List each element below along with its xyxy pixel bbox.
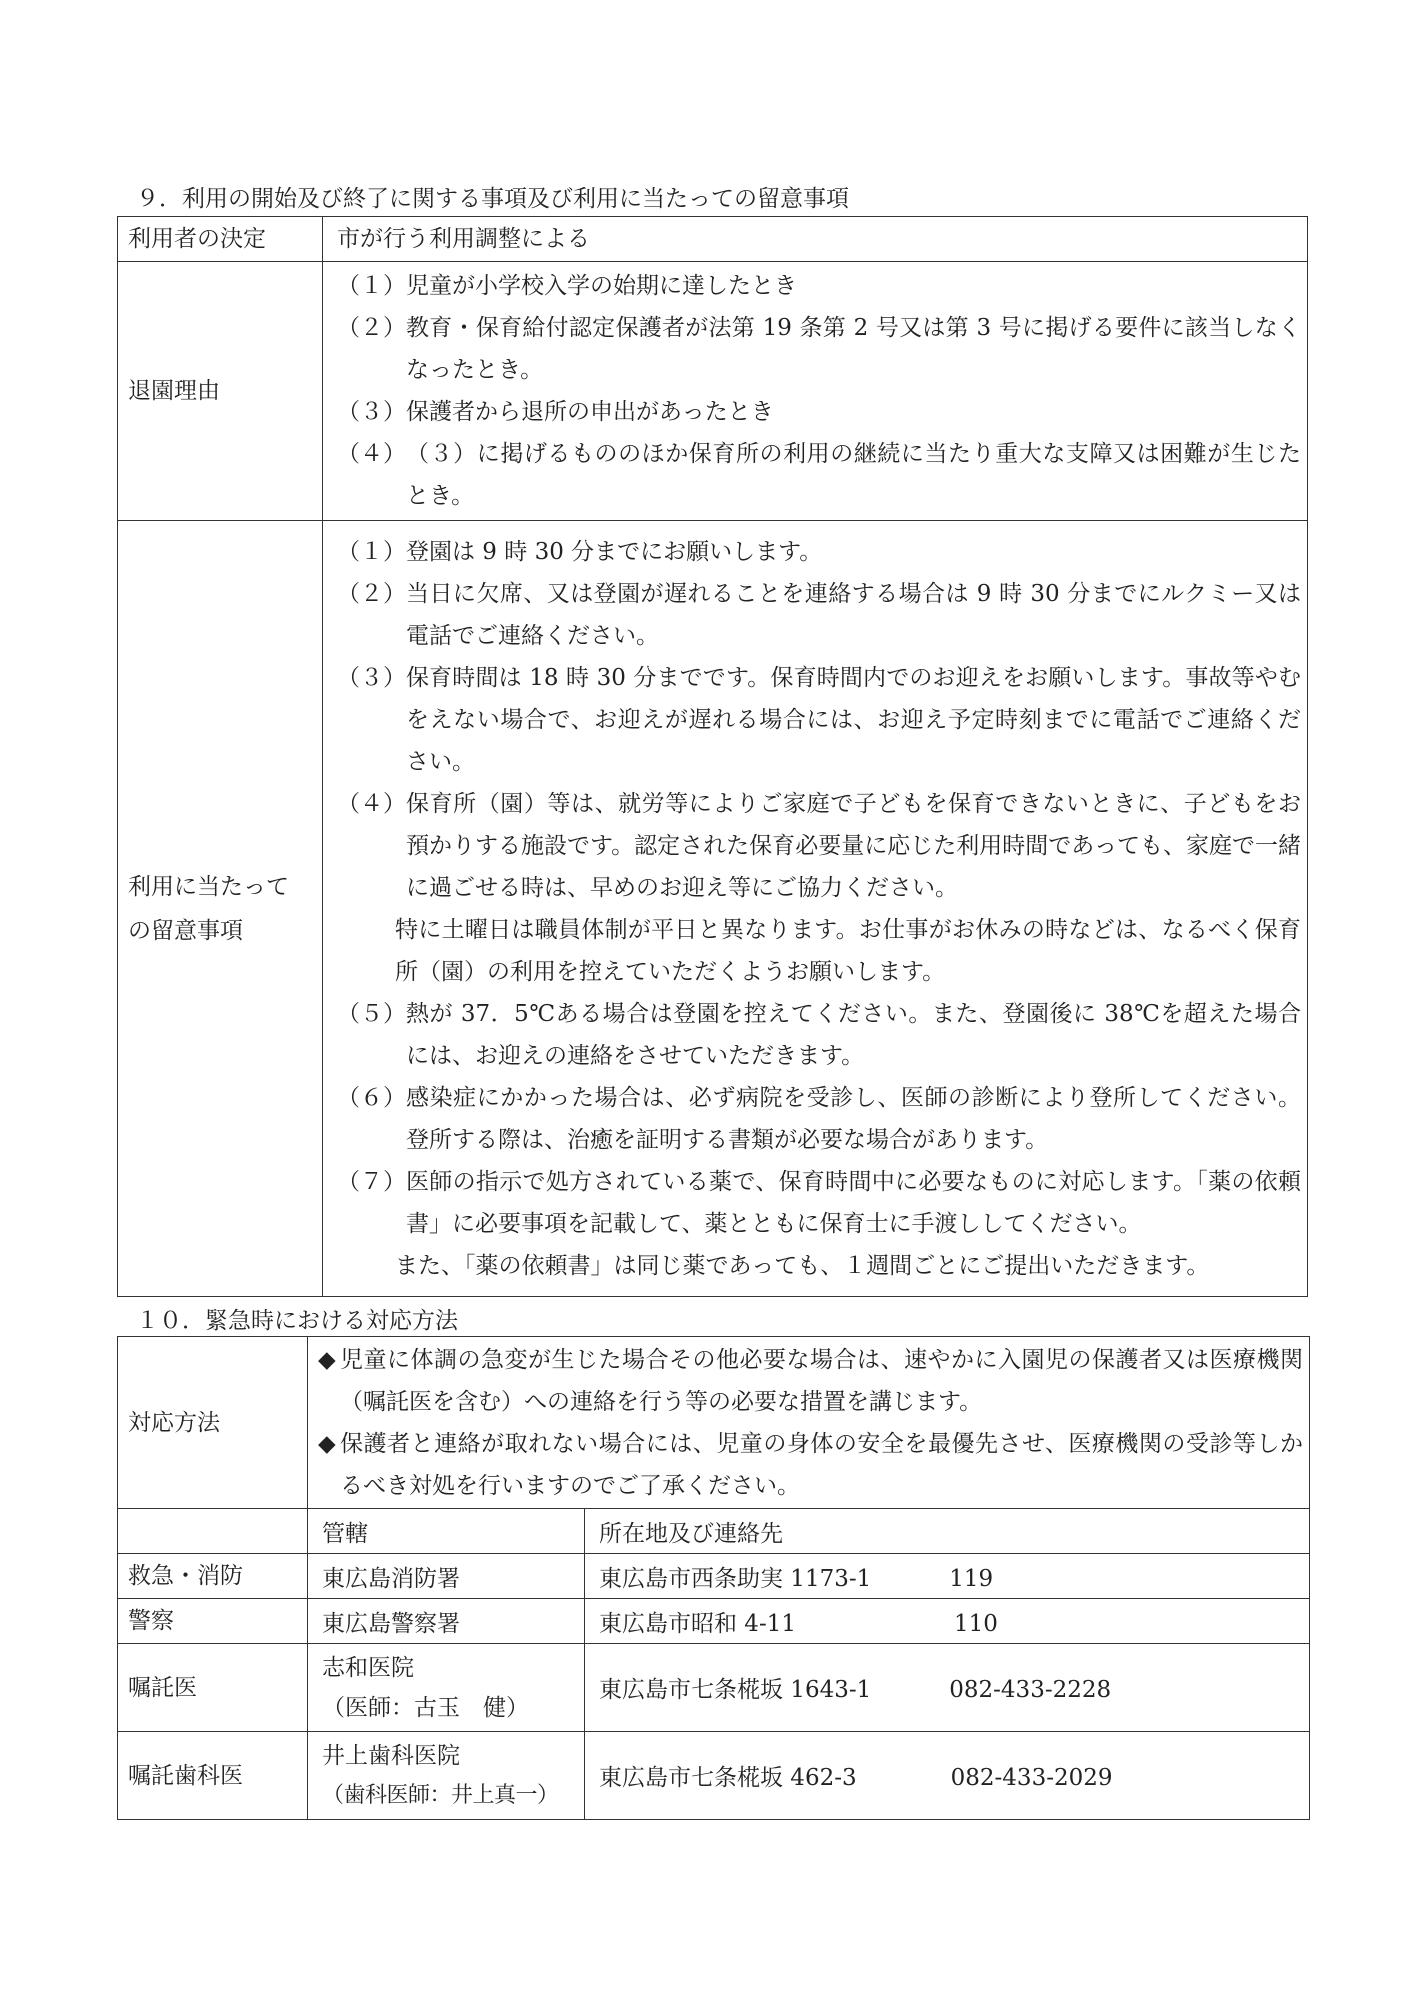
header-empty-cell [118, 1509, 308, 1554]
list-item: ◆ 保護者と連絡が取れない場合には、児童の身体の安全を最優先させ、医療機関の受診等しかるべき対処を行いますのでご了承ください。 [318, 1423, 1303, 1507]
address-cell: 東広島市七条椛坂 1643-1 082-433-2228 [585, 1644, 1310, 1732]
list-item: （２） 教育・保育給付認定保護者が法第 19 条第 2 号又は第 3 号に掲げる要件に該当しなくなったとき。 [337, 315, 1301, 383]
list-item: （１） 児童が小学校入学の始期に達したとき [337, 273, 797, 299]
list-item: （４） （３）に掲げるもののほか保育所の利用の継続に当たり重大な支障又は困難が生じたとき。 [337, 441, 1301, 509]
org-cell: 東広島警察署 [308, 1599, 585, 1644]
diamond-icon: ◆ [318, 1430, 336, 1457]
table-row [118, 1644, 1310, 1732]
usage-terms-table [117, 216, 1308, 1297]
diamond-icon: ◆ [318, 1346, 336, 1373]
list-item: （２） 当日に欠席、又は登園が遅れることを連絡する場合は 9 時 30 分までにルクミー又は電話でご連絡ください。 [337, 580, 1301, 649]
org-cell: 志和医院 （医師：古玉 健） [308, 1644, 585, 1732]
notes-list [323, 521, 1308, 1297]
method-row [118, 1337, 1310, 1509]
category-cell: 嘱託医 [118, 1644, 308, 1732]
method-label: 対応方法 [118, 1337, 308, 1509]
phone-number: 110 [953, 1610, 998, 1637]
list-item: （５） 熱が 37．5℃ある場合は登園を控えてください。また、登園後に 38℃を超えた場合には、お迎えの連絡をさせていただきます。 [337, 1000, 1301, 1069]
phone-number: 082-433-2029 [950, 1765, 1113, 1791]
table-row [118, 1554, 1310, 1599]
org-cell: 井上歯科医院 （歯科医師：井上真一） [308, 1732, 585, 1820]
category-cell: 警察 [118, 1599, 308, 1644]
address-cell: 東広島市昭和 4-11 110 [585, 1599, 1310, 1644]
list-item: また、「薬の依頼書」は同じ薬であっても、１週間ごとにご提出いただきます。 [395, 1252, 1210, 1279]
phone-number: 082-433-2228 [949, 1677, 1112, 1703]
list-item: 特に土曜日は職員体制が平日と異なります。お仕事がお休みの時などは、なるべく保育所（園）の利用を控えていただくようお願いします。 [395, 916, 1301, 985]
list-item: ◆ 児童に体調の急変が生じた場合その他必要な場合は、速やかに入園児の保護者又は医療機関（嘱託医を含む）への連絡を行う等の必要な措置を講じます。 [318, 1339, 1303, 1423]
withdrawal-reasons [323, 262, 1308, 521]
list-item: （１） 登園は 9 時 30 分までにお願いします。 [337, 538, 823, 565]
list-item: （３） 保育時間は 18 時 30 分までです。保育時間内でのお迎えをお願いします。事故等やむをえない場合で、お迎えが遅れる場合には、お迎え予定時刻までに電話でご連絡ください。 [337, 664, 1301, 775]
address-cell: 東広島市西条助実 1173-1 119 [585, 1554, 1310, 1599]
method-text [308, 1337, 1310, 1509]
list-item: （７） 医師の指示で処方されている薬で、保育時間中に必要なものに対応します。「薬の依頼書」に必要事項を記載して、薬とともに保育士に手渡ししてください。 [337, 1168, 1301, 1237]
org-cell: 東広島消防署 [308, 1554, 585, 1599]
emergency-table [117, 1336, 1310, 1820]
table-row [118, 1599, 1310, 1644]
table-row [118, 1732, 1310, 1820]
decision-row [118, 217, 1308, 262]
decision-value: 市が行う利用調整による [323, 217, 1308, 262]
header-address: 所在地及び連絡先 [585, 1509, 1310, 1554]
withdrawal-row [118, 262, 1308, 521]
list-item: （４） 保育所（園）等は、就労等によりご家庭で子どもを保育できないときに、子どもをお預かりする施設です。認定された保育必要量に応じた利用時間であっても、家庭で一緒に過ごせる時は、早めのお迎え等にご協力ください。 [337, 790, 1301, 901]
address-cell: 東広島市七条椛坂 462-3 082-433-2029 [585, 1732, 1310, 1820]
section-10-heading: １０．緊急時における対応方法 [136, 1308, 458, 1334]
header-jurisdiction: 管轄 [308, 1509, 585, 1554]
list-item: （３） 保護者から退所の申出があったとき [337, 399, 774, 425]
notes-label: 利用に当たって の留意事項 [118, 521, 323, 1297]
withdrawal-label: 退園理由 [118, 262, 323, 521]
header-row [118, 1509, 1310, 1554]
phone-number: 119 [949, 1565, 994, 1592]
section-9-heading: ９．利用の開始及び終了に関する事項及び利用に当たっての留意事項 [136, 186, 849, 212]
category-cell: 嘱託歯科医 [118, 1732, 308, 1820]
notes-row [118, 521, 1308, 1297]
decision-label: 利用者の決定 [118, 217, 323, 262]
category-cell: 救急・消防 [118, 1554, 308, 1599]
list-item: （６） 感染症にかかった場合は、必ず病院を受診し、医師の診断により登所してください。登所する際は、治癒を証明する書類が必要な場合があります。 [337, 1084, 1301, 1153]
